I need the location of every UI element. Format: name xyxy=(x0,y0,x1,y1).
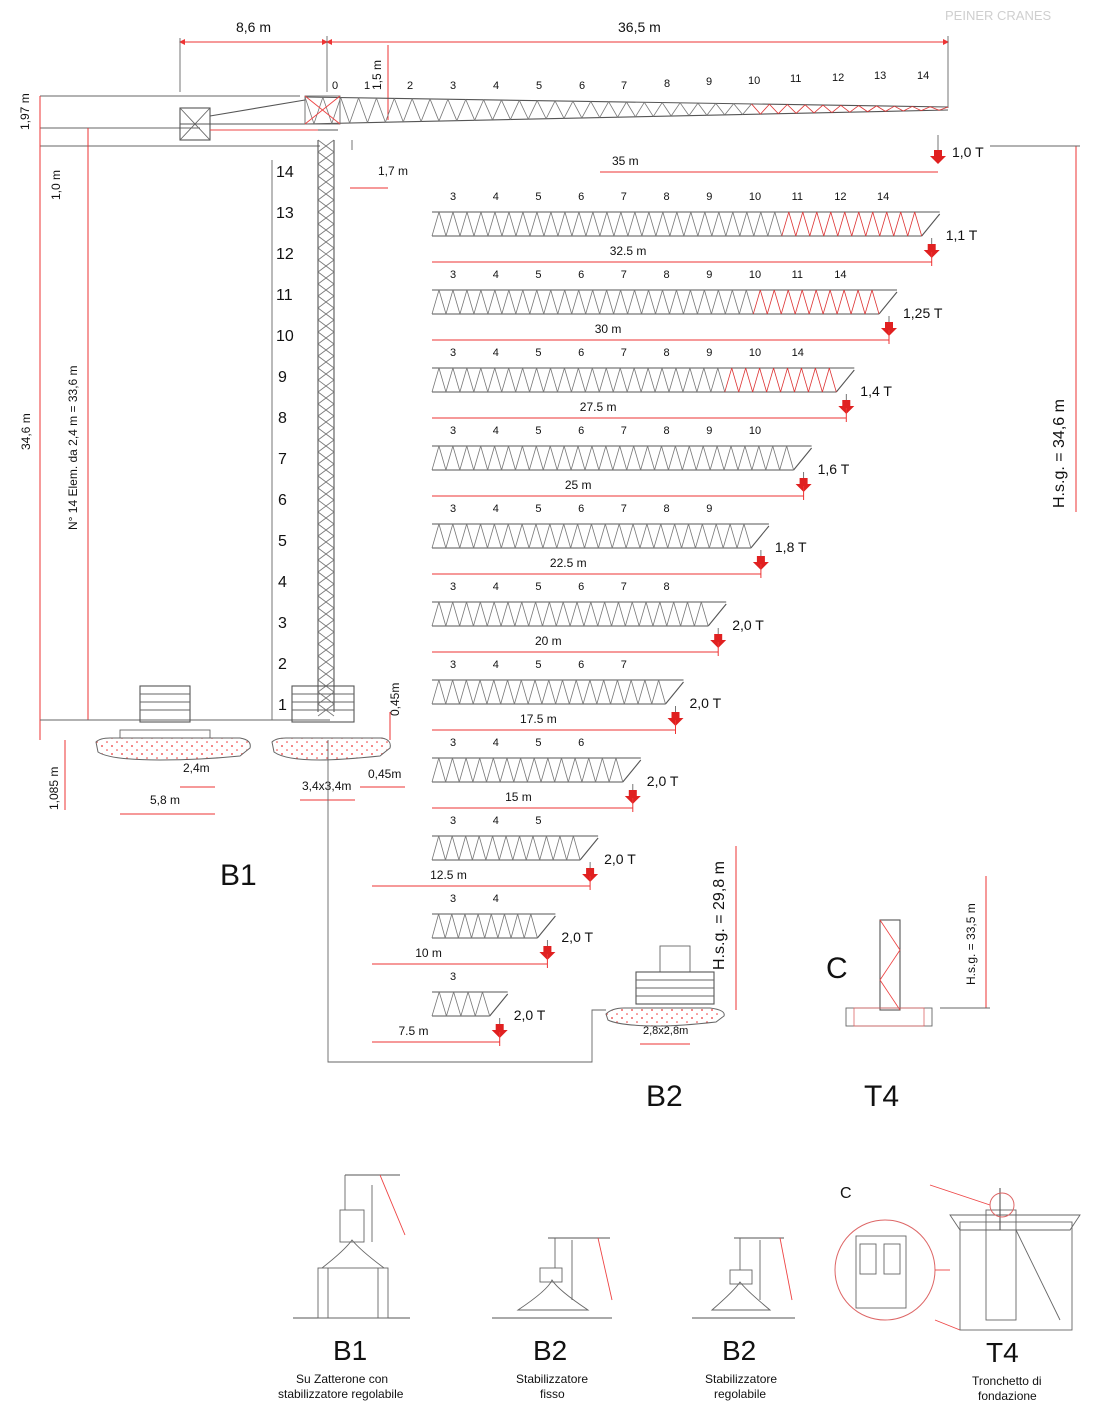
main-seg-11: 11 xyxy=(790,73,802,85)
main-jib xyxy=(305,97,948,124)
jib-load: 2,0 T xyxy=(732,617,764,633)
jib-load: 2,0 T xyxy=(513,1007,546,1023)
legend-b2-adj-desc2: regolabile xyxy=(714,1387,767,1401)
mast-sec-13: 13 xyxy=(276,205,294,222)
jib-seg-label: 5 xyxy=(535,191,542,203)
mast-sec-4: 4 xyxy=(278,574,287,591)
jib-load: 1,25 T xyxy=(903,305,943,321)
jib-seg-label: 7 xyxy=(620,191,627,203)
jib-seg-label: 8 xyxy=(663,581,670,593)
jib-seg-label: 8 xyxy=(663,503,670,515)
t4-hsg: H.s.g. = 33,5 m xyxy=(964,903,978,985)
jib-seg-label: 5 xyxy=(535,503,542,515)
jib-radius: 12.5 m xyxy=(430,868,467,882)
legend-b2-adj-code: B2 xyxy=(722,1335,757,1366)
mast-elements: N° 14 Elem. da 2,4 m = 33,6 m xyxy=(66,365,80,530)
b1-inner-dim: 2,4m xyxy=(183,761,210,775)
jib-seg-label: 3 xyxy=(450,269,457,281)
jib-seg-label: 6 xyxy=(578,347,585,359)
mast-sec-6: 6 xyxy=(278,492,287,509)
jib-seg-label: 9 xyxy=(706,425,713,437)
jib-seg-label: 7 xyxy=(620,659,627,671)
main-load: 1,0 T xyxy=(952,144,984,160)
legend-t4-desc2: fondazione xyxy=(978,1389,1037,1403)
jib-height: 1,97 m xyxy=(18,93,32,130)
jib-config xyxy=(432,347,892,422)
mast-sec-11: 11 xyxy=(276,287,293,304)
jib-radius: 7.5 m xyxy=(398,1024,429,1038)
jib-radius: 25 m xyxy=(564,478,592,492)
jib-seg-label: 6 xyxy=(578,425,585,437)
jib-seg-label: 6 xyxy=(578,191,585,203)
b1-pad-dim: 3,4x3,4m xyxy=(302,779,352,793)
jib-seg-label: 3 xyxy=(450,425,457,437)
main-seg-8: 8 xyxy=(664,78,671,90)
legend-b1-desc2: stabilizzatore regolabile xyxy=(278,1387,404,1401)
jib-seg-label: 6 xyxy=(578,659,585,671)
jib-config xyxy=(432,269,943,344)
jib-seg-label: 3 xyxy=(450,581,457,593)
jib-seg-label: 10 xyxy=(748,269,762,281)
base-depth: 1,085 m xyxy=(47,766,61,810)
jib-seg-label: 11 xyxy=(791,191,804,203)
jib-seg-label: 7 xyxy=(620,425,627,437)
jib-seg-label: 4 xyxy=(492,659,499,671)
jib-seg-label: 14 xyxy=(877,191,890,203)
jib-seg-label: 4 xyxy=(492,269,499,281)
main-seg-13: 13 xyxy=(874,70,887,82)
jib-seg-label: 12 xyxy=(834,191,847,203)
mast-sec-12: 12 xyxy=(276,246,294,263)
jib-seg-label: 4 xyxy=(492,737,499,749)
legend-t4-desc1: Tronchetto di xyxy=(972,1374,1042,1388)
jib-config xyxy=(432,581,764,656)
mast-sec-10: 10 xyxy=(276,328,294,345)
b1-base-dim: 0,45m xyxy=(388,682,402,716)
jib-seg-label: 6 xyxy=(578,581,585,593)
jib-seg-label: 5 xyxy=(535,581,542,593)
jib-seg-label: 11 xyxy=(791,269,804,281)
hsg-main: H.s.g. = 34,6 m xyxy=(1051,399,1068,508)
jib-seg-label: 4 xyxy=(492,347,499,359)
counterjib-length: 8,6 m xyxy=(236,19,272,35)
jib-seg-label: 9 xyxy=(706,269,713,281)
jib-seg-label: 3 xyxy=(450,893,457,905)
legend-b1-desc1: Su Zatterone con xyxy=(296,1372,389,1386)
jib-seg-label: 14 xyxy=(791,347,804,359)
jib-configurations xyxy=(372,191,978,1046)
b1-base-left xyxy=(96,686,250,814)
jib-config xyxy=(372,815,636,890)
b2-label: B2 xyxy=(646,1080,683,1113)
b2-hsg: H.s.g. = 29,8 m xyxy=(711,861,728,970)
main-radius: 35 m xyxy=(612,154,639,168)
jib-seg-label: 4 xyxy=(492,893,499,905)
jib-seg-label: 6 xyxy=(578,503,585,515)
t4-detail-label: C xyxy=(826,952,848,985)
legend-b2-adjustable-drawing xyxy=(692,1238,795,1318)
jib-seg-label: 14 xyxy=(834,269,847,281)
b1-base-right xyxy=(272,683,405,800)
mast-sec-1: 1 xyxy=(278,697,287,714)
mast-sec-8: 8 xyxy=(278,410,287,427)
main-seg-7: 7 xyxy=(621,80,628,92)
jib-seg-label: 4 xyxy=(492,191,499,203)
jib-seg-label: 10 xyxy=(748,425,762,437)
legend-b1-code: B1 xyxy=(333,1335,368,1366)
jib-seg-label: 5 xyxy=(535,425,542,437)
watermark: PEINER CRANES xyxy=(945,8,1052,23)
jib-seg-label: 5 xyxy=(535,659,542,671)
jib-load: 2,0 T xyxy=(689,695,722,711)
jib-config xyxy=(372,893,593,968)
t4-base xyxy=(826,876,990,1026)
b2-pad-dim: 2,8x2,8m xyxy=(643,1025,689,1037)
main-seg-1: 1 xyxy=(364,80,371,92)
main-jib-labels xyxy=(332,70,929,92)
jib-seg-label: 3 xyxy=(450,659,457,671)
jib-seg-label: 8 xyxy=(663,347,670,359)
jib-offset: 1,5 m xyxy=(370,59,384,90)
jib-seg-label: 8 xyxy=(663,191,670,203)
jib-radius: 30 m xyxy=(594,322,622,336)
jib-seg-label: 7 xyxy=(620,269,627,281)
legend-texts xyxy=(278,1335,1042,1403)
main-seg-12: 12 xyxy=(832,72,845,84)
jib-seg-label: 5 xyxy=(535,815,542,827)
jib-seg-label: 3 xyxy=(450,737,457,749)
jib-config xyxy=(432,191,978,266)
jib-seg-label: 9 xyxy=(706,347,713,359)
jib-seg-label: 10 xyxy=(748,347,762,359)
jib-radius: 22.5 m xyxy=(549,556,587,570)
mast-sec-14: 14 xyxy=(276,164,294,181)
head-gap: 1,0 m xyxy=(49,169,63,200)
jib-seg-label: 3 xyxy=(450,503,457,515)
jib-seg-label: 4 xyxy=(492,425,499,437)
main-load-arrow xyxy=(930,150,946,164)
jib-seg-label: 3 xyxy=(450,815,457,827)
legend-b2-fixed-drawing xyxy=(492,1238,612,1318)
main-seg-9: 9 xyxy=(706,76,713,88)
jib-seg-label: 4 xyxy=(492,815,499,827)
jib-seg-label: 3 xyxy=(450,191,457,203)
jib-config xyxy=(432,737,679,812)
jib-seg-label: 7 xyxy=(620,347,627,359)
jib-seg-label: 6 xyxy=(578,737,585,749)
jib-seg-label: 4 xyxy=(492,581,499,593)
jib-seg-label: 8 xyxy=(663,425,670,437)
jib-radius: 15 m xyxy=(505,790,532,804)
jib-config xyxy=(432,659,722,734)
mast-section-labels xyxy=(272,160,294,720)
jib-seg-label: 8 xyxy=(663,269,670,281)
jib-seg-label: 10 xyxy=(748,191,762,203)
jib-seg-label: 6 xyxy=(578,269,585,281)
legend-b2-fixed-desc2: fisso xyxy=(540,1387,565,1401)
legend-t4-code: T4 xyxy=(986,1337,1019,1368)
jib-seg-label: 3 xyxy=(450,971,457,983)
mast-sec-3: 3 xyxy=(278,615,287,632)
jib-seg-label: 9 xyxy=(706,191,713,203)
mast-sec-7: 7 xyxy=(278,451,287,468)
legend-b2-fixed-desc1: Stabilizzatore xyxy=(516,1372,589,1386)
mast xyxy=(318,140,334,716)
jib-config xyxy=(372,971,546,1046)
mast-sec-2: 2 xyxy=(278,656,287,673)
legend-detail-label: C xyxy=(840,1185,852,1202)
jib-radius: 27.5 m xyxy=(579,400,617,414)
jib-radius: 10 m xyxy=(415,946,442,960)
jib-load: 2,0 T xyxy=(561,929,594,945)
main-seg-3: 3 xyxy=(450,80,457,92)
jib-radius: 20 m xyxy=(534,634,562,648)
jib-load: 1,6 T xyxy=(817,461,850,477)
jib-seg-label: 4 xyxy=(492,503,499,515)
jib-length: 36,5 m xyxy=(618,19,661,35)
cab-gap: 1,7 m xyxy=(378,164,409,178)
counterjib xyxy=(180,100,330,140)
main-seg-2: 2 xyxy=(407,80,414,92)
main-seg-14: 14 xyxy=(917,70,930,82)
legend-b1-drawing xyxy=(293,1175,410,1318)
main-seg-6: 6 xyxy=(579,80,586,92)
total-height: 34,6 m xyxy=(19,413,33,450)
jib-seg-label: 5 xyxy=(535,347,542,359)
main-seg-0: 0 xyxy=(332,80,339,92)
main-seg-4: 4 xyxy=(493,80,500,92)
jib-seg-label: 9 xyxy=(706,503,713,515)
b1-outer-dim: 5,8 m xyxy=(150,793,181,807)
jib-load: 2,0 T xyxy=(646,773,679,789)
jib-radius: 17.5 m xyxy=(520,712,557,726)
jib-config xyxy=(432,425,850,500)
legend-b2-adj-desc1: Stabilizzatore xyxy=(705,1372,778,1386)
jib-load: 1,4 T xyxy=(860,383,892,399)
main-seg-10: 10 xyxy=(748,75,761,87)
jib-seg-label: 3 xyxy=(450,347,457,359)
main-seg-5: 5 xyxy=(536,80,543,92)
jib-seg-label: 5 xyxy=(535,737,542,749)
jib-config xyxy=(432,503,807,578)
mast-sec-9: 9 xyxy=(278,369,287,386)
legend-t4-detail-drawing xyxy=(835,1185,1080,1330)
jib-seg-label: 7 xyxy=(620,581,627,593)
mast-sec-5: 5 xyxy=(278,533,287,550)
b1-side-dim: 0,45m xyxy=(368,767,402,781)
jib-load: 1,1 T xyxy=(945,227,978,243)
jib-seg-label: 5 xyxy=(535,269,542,281)
legend-b2-fixed-code: B2 xyxy=(533,1335,568,1366)
jib-radius: 32.5 m xyxy=(609,244,647,258)
b1-label: B1 xyxy=(220,859,257,892)
jib-seg-label: 7 xyxy=(620,503,627,515)
t4-label: T4 xyxy=(864,1080,900,1113)
jib-load: 2,0 T xyxy=(604,851,636,867)
jib-load: 1,8 T xyxy=(774,539,807,555)
